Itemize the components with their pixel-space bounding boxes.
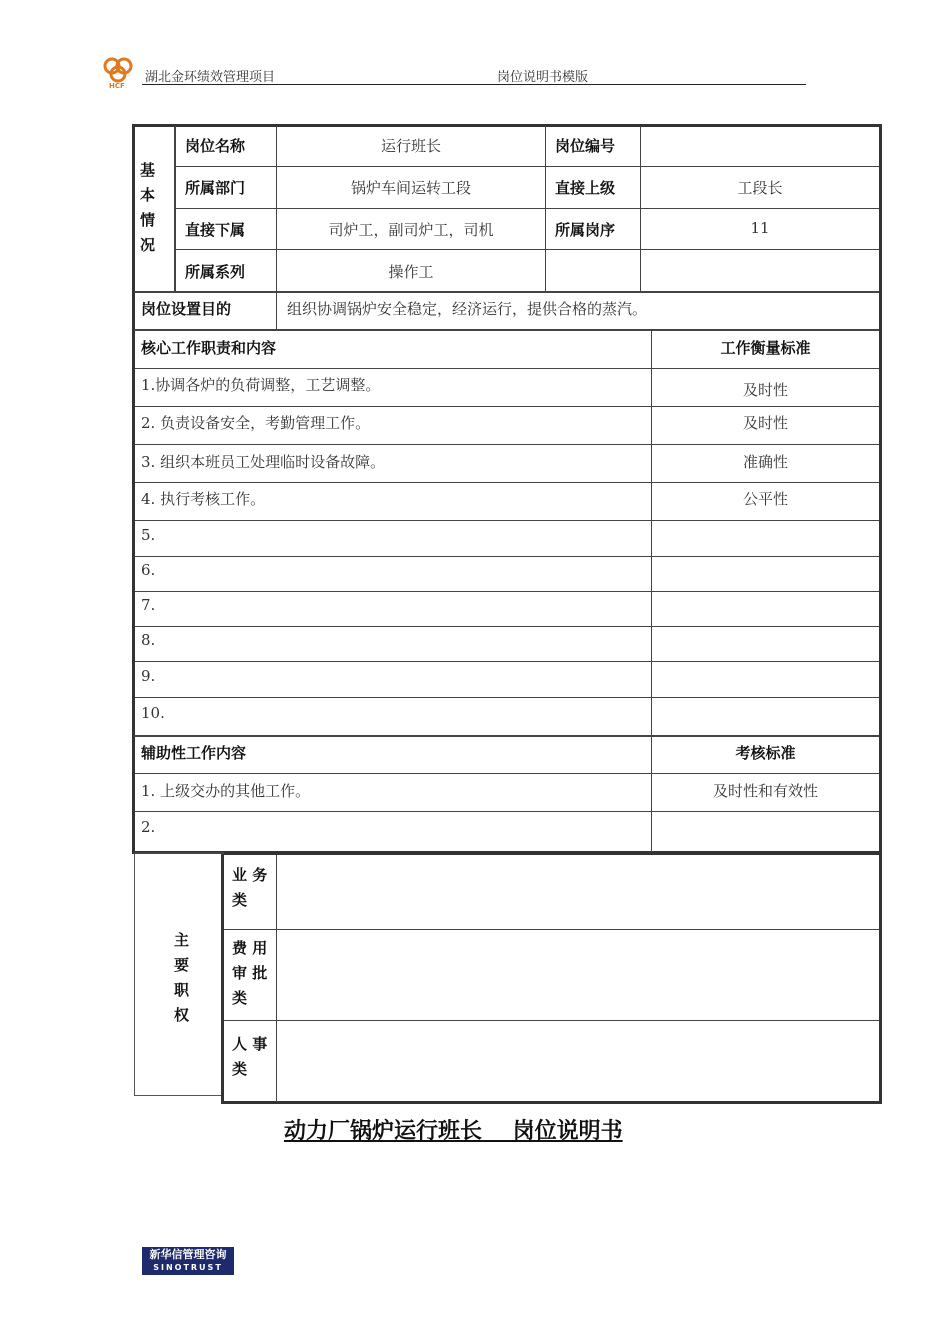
purpose-text: 组织协调锅炉安全稳定，经济运行，提供合格的蒸汽。	[287, 300, 648, 318]
seq-value: 11	[750, 219, 770, 237]
aux-standard-1: 及时性和有效性	[712, 782, 818, 800]
expense-approval-label: 费 用 审 批 类	[232, 939, 268, 1007]
core-standard-2: 及时性	[742, 414, 788, 432]
hr-label: 人 事 类	[232, 1035, 268, 1078]
series-label: 所属系列	[185, 263, 246, 281]
core-standard-3: 准确性	[742, 453, 788, 471]
core-duty-5: 5.	[141, 526, 156, 544]
aux-duty-1: 1. 上级交办的其他工作。	[141, 782, 311, 800]
svg-text:HCF: HCF	[109, 82, 125, 90]
core-duty-8: 8.	[141, 631, 156, 649]
core-duty-1: 1.协调各炉的负荷调整，工艺调整。	[141, 376, 381, 394]
seq-label: 所属岗序	[555, 221, 616, 239]
basic-section-label: 基 本 情 况	[140, 161, 156, 254]
core-duty-6: 6.	[141, 561, 156, 579]
document-title: 动力厂锅炉运行班长 岗位说明书	[284, 1119, 623, 1144]
post-name-label: 岗位名称	[185, 137, 246, 155]
aux-duties-header: 辅助性工作内容	[141, 744, 247, 762]
post-code-label: 岗位编号	[555, 137, 616, 155]
header-company: 湖北金环绩效管理项目	[145, 70, 276, 85]
header-doc-type: 岗位说明书模版	[497, 70, 589, 85]
series-value: 操作工	[388, 263, 434, 281]
core-duty-9: 9.	[141, 667, 156, 685]
aux-standard-header: 考核标准	[735, 744, 796, 762]
header-divider	[142, 84, 806, 85]
core-duties-header: 核心工作职责和内容	[141, 339, 277, 357]
core-duty-2: 2. 负责设备安全，考勤管理工作。	[141, 414, 371, 432]
superior-label: 直接上级	[555, 179, 616, 197]
authority-table	[221, 852, 882, 1104]
dept-label: 所属部门	[185, 179, 246, 197]
authority-section-label: 主 要 职 权	[174, 931, 190, 1024]
business-label: 业 务 类	[232, 866, 268, 909]
core-duty-3: 3. 组织本班员工处理临时设备故障。	[141, 453, 386, 471]
core-standard-1: 及时性	[742, 381, 788, 399]
core-duty-10: 10.	[141, 704, 165, 722]
sinotrust-logo: 新华信管理咨询 SINOTRUST	[142, 1247, 234, 1275]
core-duty-4: 4. 执行考核工作。	[141, 490, 266, 508]
company-logo	[100, 54, 140, 90]
core-standard-header: 工作衡量标准	[720, 339, 811, 357]
subordinate-label: 直接下属	[185, 221, 246, 239]
superior-value: 工段长	[737, 179, 783, 197]
core-duty-7: 7.	[141, 596, 156, 614]
post-name-value: 运行班长	[380, 137, 441, 155]
subordinate-value: 司炉工，副司炉工，司机	[328, 221, 494, 239]
aux-duty-2: 2.	[141, 818, 156, 836]
purpose-label: 岗位设置目的	[141, 300, 232, 318]
dept-value: 锅炉车间运转工段	[350, 179, 471, 197]
core-standard-4: 公平性	[742, 490, 788, 508]
